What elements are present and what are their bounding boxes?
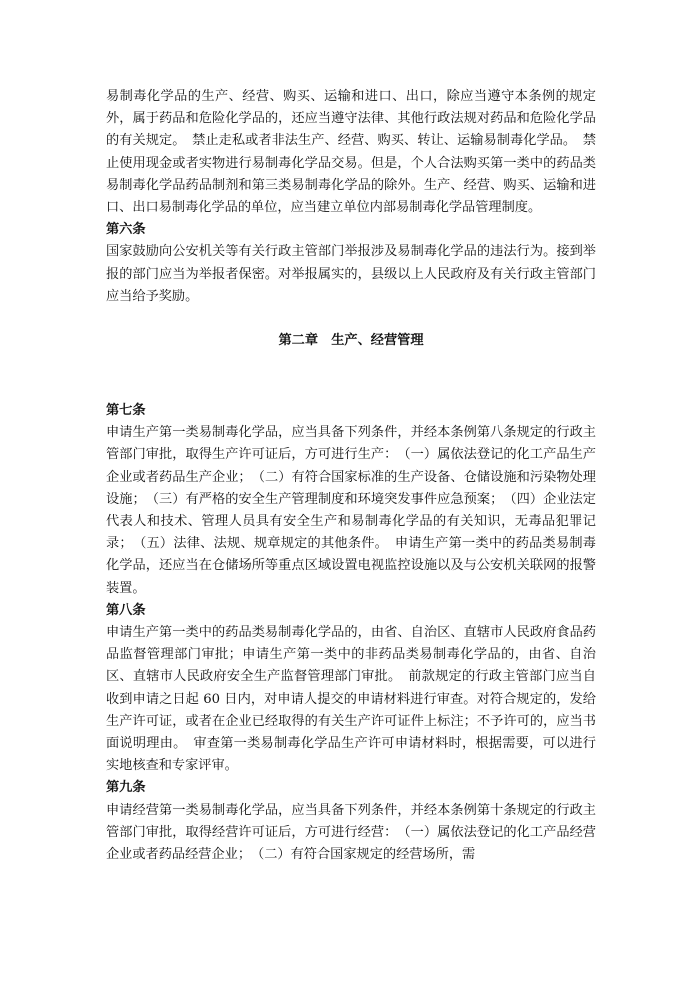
paragraph-article-5-continued: 易制毒化学品的生产、经营、购买、运输和进口、出口，除应当遵守本条例的规定外，属于药品和危险化学品的，还应当遵守法律、其他行政法规对药品和危险化学品的有关规定。 禁止走私或者非法生产、经营、购买、转让、运输易制毒化学品。 禁止使用现金或者实物进行易制毒化学品交易。但是，个人合法购买第一类中的药品类易制毒化学品药品制剂和第三类易制毒化学品的除外。生产、经营、购买、运输和进口、出口易制毒化学品的单位，应当建立单位内部易制毒化学品管理制度。 bbox=[106, 89, 596, 216]
document-body bbox=[106, 86, 596, 866]
spacer bbox=[106, 374, 596, 400]
paragraph-article-6: 国家鼓励向公安机关等有关行政主管部门举报涉及易制毒化学品的违法行为。接到举报的部门应当为举报者保密。对举报属实的，县级以上人民政府及有关行政主管部门应当给予奖励。 bbox=[106, 244, 596, 304]
chapter-2-title: 第二章 生产、经营管理 bbox=[278, 333, 424, 349]
paragraph-article-8: 申请生产第一类中的药品类易制毒化学品的，由省、自治区、直辖市人民政府食品药品监督管理部门审批；申请生产第一类中的非药品类易制毒化学品的，由省、自治区、直辖市人民政府安全生产监督管理部门审批。 前款规定的行政主管部门应当自收到申请之日起 60 日内，对申请人提交的申请材料进行审查。对符合规定的，发给生产许可证，或者在企业已经取得的有关生产许可证件上标注；不予许可的，应当书面说明理由。 审查第一类易制毒化学品生产许可申请材料时，根据需要，可以进行实地核查和专家评审。 bbox=[106, 625, 596, 774]
paragraph-article-9: 申请经营第一类易制毒化学品，应当具备下列条件，并经本条例第十条规定的行政主管部门审批，取得经营许可证后，方可进行经营： （一）属依法登记的化工产品经营企业或者药品经营企业； （二）有符合国家规定的经营场所，需 bbox=[106, 802, 596, 863]
article-8-heading: 第八条 bbox=[106, 602, 146, 618]
paragraph-article-7: 申请生产第一类易制毒化学品，应当具备下列条件，并经本条例第八条规定的行政主管部门审批，取得生产许可证后，方可进行生产： （一）属依法登记的化工产品生产企业或者药品生产企业； （二）有符合国家标准的生产设备、仓储设施和污染物处理设施； （三）有严格的安全生产管理制度和环境突发事件应急预案； （四）企业法定代表人和技术、管理人员具有安全生产和易制毒化学品的有关知识，无毒品犯罪记录； （五）法律、法规、规章规定的其他条件。 申请生产第一类中的药品类易制毒化学品，还应当在仓储场所等重点区域设置电视监控设施以及与公安机关联网的报警装置。 bbox=[106, 425, 596, 596]
article-6-heading: 第六条 bbox=[106, 222, 146, 238]
article-7-heading: 第七条 bbox=[106, 403, 146, 419]
article-9-heading: 第九条 bbox=[106, 780, 146, 796]
